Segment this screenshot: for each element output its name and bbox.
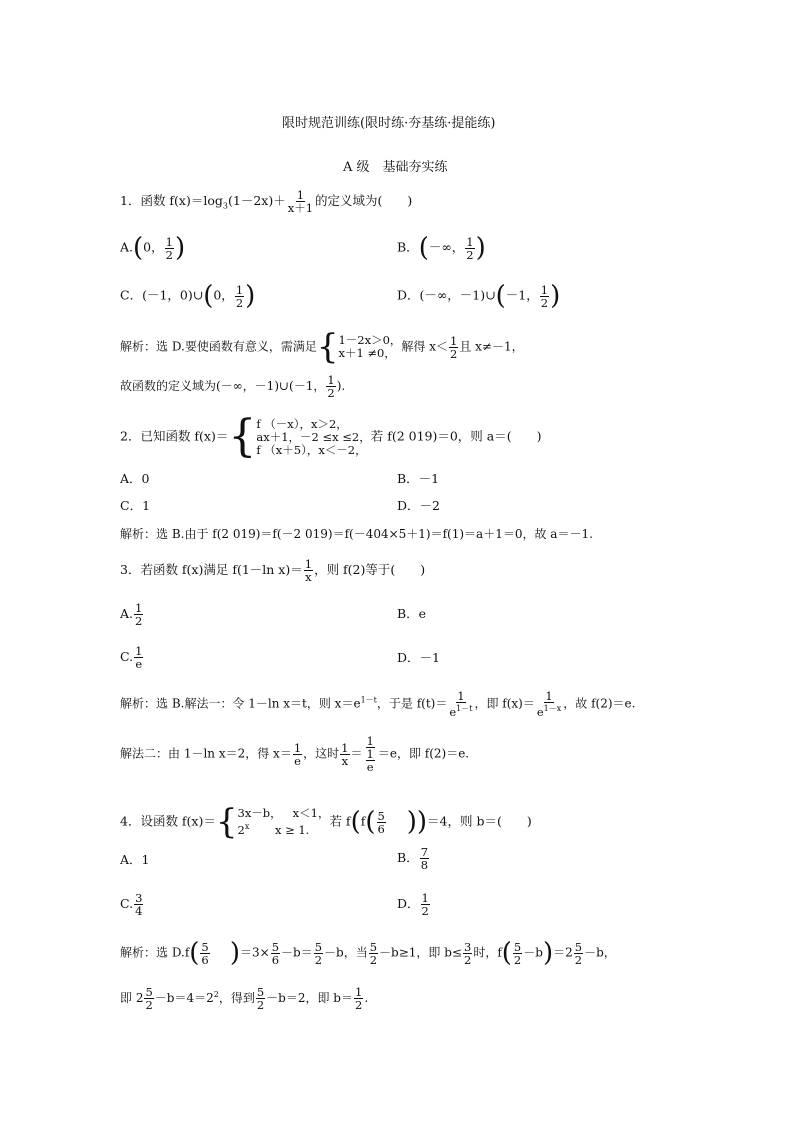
frac-num: 3 [463, 939, 472, 954]
frac-den: 2 [145, 998, 153, 1012]
q4-option-c [120, 892, 144, 917]
paren-right: ) [245, 281, 256, 311]
q4-c-label: C. [120, 896, 134, 911]
q4-sol2-text-2: －b＝4＝2 [154, 991, 214, 1005]
paren-left: ( [133, 233, 144, 263]
q4-sol-text-4: －b，当 [324, 945, 368, 960]
q4-sol-text: 解析：选 D.f [120, 945, 190, 960]
q1-fraction [287, 189, 314, 214]
q3-c-label: C. [120, 649, 134, 664]
q4-sol-text-2: ＝3× [239, 945, 270, 960]
frac-den: e [135, 657, 143, 671]
frac-num: 1 [135, 601, 143, 615]
q1-solution-line-1 [120, 327, 524, 367]
q1-a-frac [165, 236, 174, 261]
frac-den: 2 [355, 998, 363, 1012]
q1-d-frac [540, 284, 549, 309]
q1-c-label: C．(－1，0)∪ [120, 287, 204, 303]
q3-solution-line-2 [120, 735, 469, 773]
case-expr: 3x－b， [237, 806, 282, 821]
f: f [360, 813, 366, 829]
left-brace: { [316, 327, 339, 367]
paren-left: ( [418, 233, 429, 263]
q4-sol-text-7: －b [523, 945, 543, 960]
q1-solution-text-4: 故函数的定义域为(－∞，－1)∪(－1， [120, 379, 326, 393]
q3-sol-text-4: ，故 f(2)＝e. [563, 696, 636, 711]
q1-c-text: 0， [213, 287, 234, 303]
q3-option-a [120, 602, 144, 627]
q3-option-b: B．e [397, 606, 427, 621]
paren-left: ( [501, 938, 512, 968]
q1-sol-frac [449, 335, 458, 360]
q4-option-a: A．1 [120, 852, 150, 867]
paren-right: ) [174, 233, 186, 263]
q3-c-frac [134, 645, 143, 670]
left-brace: { [215, 802, 238, 842]
q1-a-label: A. [120, 239, 134, 255]
q4-sol2-text-3: ，得到 [218, 991, 255, 1005]
q4-sol-text-6: 时，f [473, 945, 502, 960]
q4-sol-text-3: －b＝ [281, 945, 313, 960]
paren-right: ) [475, 233, 486, 263]
q4-b-label: B． [397, 850, 419, 865]
q4-sol-text-5: －b≥1，即 b≤ [379, 945, 462, 960]
paren-left: ( [189, 938, 200, 968]
frac-den [364, 748, 377, 773]
case-line [238, 820, 330, 837]
q2-stem-text-2: 若 f(2 019)＝0，则 a＝( ) [370, 428, 542, 444]
q4-sol2-text: 即 2 [120, 991, 144, 1005]
q3-sol2-frac-2 [340, 742, 349, 767]
q1-solution-text: 解析：选 D.要使函数有意义，需满足 [120, 339, 317, 354]
case-line: ax＋1，－2 ≤x ≤2， [256, 429, 371, 444]
frac-den [448, 703, 473, 718]
q3-option-c [120, 645, 144, 670]
q1-a-text: 0， [143, 239, 164, 255]
frac-num: 5 [377, 808, 385, 823]
q3-sol-text: 解析：选 B.解法一：令 1－ln x＝t，则 x＝e [120, 696, 361, 711]
frac-num: 5 [314, 939, 323, 954]
q1-b-label: B． [397, 239, 419, 255]
q3-sol-frac-1 [448, 690, 473, 718]
frac-num: 1 [450, 333, 458, 348]
frac-num: 5 [574, 939, 583, 954]
q4-c-frac [134, 892, 143, 917]
frac-num: 1 [341, 740, 349, 755]
frac-num: 1 [466, 234, 474, 249]
frac-num: 1 [421, 891, 429, 905]
frac-num: 1 [545, 689, 553, 703]
q1-option-b [397, 235, 486, 261]
frac-num: 1 [304, 557, 313, 571]
frac-num: 1 [235, 282, 244, 297]
frac-num: 1 [135, 644, 143, 658]
exponent: 1－t [360, 695, 377, 705]
frac-num: 1 [327, 373, 335, 387]
q1-solution-text-2: 解得 x＜ [401, 339, 448, 354]
frac [271, 941, 280, 966]
frac [256, 986, 265, 1011]
frac-num: 1 [457, 689, 465, 703]
q3-solution-line-1 [120, 690, 635, 718]
q3-sol2-text: 解法二：由 1－ln x＝2，得 x＝ [120, 746, 292, 761]
paren-left: ( [350, 807, 361, 837]
paren-right: ) [550, 281, 561, 311]
question-1-stem [120, 189, 412, 215]
paren-right: ) [229, 938, 240, 968]
q1-sol-frac-2 [326, 374, 335, 399]
frac-num: 7 [420, 845, 429, 859]
q1-frac-num: 1 [296, 188, 305, 202]
frac-num: 1 [355, 985, 363, 999]
exponent: 2 [213, 990, 219, 999]
frac-den: 2 [256, 998, 265, 1012]
frac-den: e [294, 753, 301, 768]
frac-num: 5 [201, 939, 209, 954]
case-expr: 2 [237, 822, 245, 837]
q1-d-label: D．(－∞，－1)∪ [397, 287, 496, 303]
q4-stem-text: 4．设函数 f(x)＝ [120, 813, 216, 829]
frac-den: 2 [135, 614, 143, 628]
frac-den: 2 [369, 952, 378, 967]
q3-stem-text: 3．若函数 f(x)满足 f(1－ln x)＝ [120, 562, 303, 577]
q3-sol-frac-2 [536, 690, 562, 718]
q3-sol2-text-3: ＝e，即 f(2)＝e. [377, 746, 470, 761]
frac-den: 2 [450, 346, 458, 361]
frac [354, 986, 363, 1011]
q1-stem-text-3: 的定义域为( ) [315, 193, 413, 208]
frac-num: 1 [366, 747, 374, 761]
frac-den: 2 [327, 386, 335, 400]
q4-sol2-text-4: －b＝2，即 b＝ [266, 991, 353, 1005]
q3-sol-text-3: ，即 f(x)＝ [474, 696, 535, 711]
q1-stem-text: 1．函数 f(x)＝log [120, 193, 223, 208]
base-e: e [449, 704, 457, 719]
q4-sol-text-9: －b， [584, 945, 616, 960]
q1-option-a [120, 235, 185, 261]
q1-solution-line-2 [120, 374, 345, 399]
q4-option-b [397, 846, 430, 871]
q2-solution: 解析：选 B.由于 f(2 019)＝f(－2 019)＝f(－404×5＋1)＝f(1)＝a＋1＝0，故 a＝－1. [120, 527, 593, 541]
frac-den [536, 703, 562, 718]
q4-cases [238, 807, 330, 837]
q2-option-c: C．1 [120, 498, 151, 513]
page-title: 限时规范训练(限时练·夯基练·提能练) [282, 116, 496, 131]
q1-solution-text-3: 且 x≠－1， [459, 339, 524, 354]
q1-b-text: －∞， [428, 239, 465, 255]
q1-b-frac [465, 236, 474, 261]
frac [369, 941, 378, 966]
frac-num: 5 [256, 985, 265, 999]
case-cond: x＜1， [292, 806, 330, 821]
q3-sol-text-2: ，于是 f(t)＝ [376, 696, 448, 711]
q4-stem-text-2: 若 f [329, 813, 351, 829]
frac [144, 986, 153, 1011]
left-brace: { [228, 411, 257, 462]
q4-option-d [397, 892, 431, 917]
exponent: 1－t [456, 704, 473, 713]
q1-stem-text-2: (1－2x)＋ [227, 193, 286, 208]
question-3-stem [120, 558, 425, 583]
frac-num: 5 [271, 939, 280, 954]
q3-sol2-frac-1 [293, 742, 302, 767]
frac-num: 5 [513, 939, 522, 954]
frac [463, 941, 472, 966]
q1-log-base: 3 [222, 201, 228, 211]
frac-den: 2 [421, 904, 429, 918]
frac-num: 1 [540, 282, 549, 297]
q3-option-d: D．－1 [397, 650, 440, 665]
q2-option-d: D．－2 [397, 498, 440, 513]
q3-stem-text-2: ，则 f(2)等于( ) [314, 562, 426, 577]
frac-num: 5 [145, 985, 153, 999]
exponent: x [244, 822, 250, 832]
q4-frac [377, 810, 386, 835]
equals: ＝ [350, 746, 363, 761]
exponent: 1－x [543, 704, 562, 713]
frac-den: e [366, 760, 374, 774]
frac-den: 2 [466, 247, 474, 262]
frac-den: 8 [420, 858, 429, 872]
frac-den: 6 [201, 952, 209, 967]
frac [200, 941, 209, 966]
frac-num: 1 [165, 234, 173, 249]
frac-den: 2 [513, 952, 522, 967]
q2-stem-text: 2．已知函数 f(x)＝ [120, 428, 229, 444]
question-2-stem [120, 411, 542, 462]
q3-sol2-text-2: ，这时 [303, 746, 340, 761]
q4-solution-line-1 [120, 940, 616, 966]
q2-cases [256, 418, 370, 457]
q3-sol2-frac-3 [364, 735, 377, 773]
q4-b-frac [420, 846, 429, 871]
q2-option-b: B．－1 [397, 471, 440, 486]
case-line: f （－x），x＞2， [256, 416, 348, 431]
q3-a-label: A. [120, 606, 134, 621]
frac-den: x [341, 753, 349, 768]
base-e: e [536, 704, 544, 719]
case-line: x＋1 ≠0， [338, 346, 396, 360]
paren-right: )) [406, 807, 428, 837]
frac-den: 6 [377, 821, 385, 836]
q1-c-frac [235, 284, 244, 309]
q1-option-d [397, 283, 560, 309]
frac-num: 1 [366, 734, 374, 748]
section-heading: A 级 基础夯实练 [343, 160, 448, 175]
q4-stem-text-3: ＝4，则 b＝( ) [427, 813, 532, 829]
frac-den: 4 [135, 904, 143, 918]
q4-sol-text-8: ＝2 [553, 945, 573, 960]
frac-den: 2 [165, 247, 173, 262]
q4-d-label: D． [397, 896, 420, 911]
frac-den: x [305, 570, 312, 584]
q1-option-c [120, 283, 255, 309]
question-4-stem [120, 802, 532, 842]
frac-den: 2 [574, 952, 583, 967]
q3-a-frac [134, 602, 143, 627]
case-line: f （x＋5），x＜－2， [256, 442, 367, 457]
q1-frac-den: x＋1 [287, 201, 314, 215]
frac [574, 941, 583, 966]
paren-left: ( [495, 281, 506, 311]
q4-sol2-text-5: . [364, 991, 369, 1005]
frac-num: 1 [293, 740, 302, 755]
frac-den: 2 [540, 295, 549, 310]
q2-option-a: A．0 [120, 471, 150, 486]
frac [314, 941, 323, 966]
paren-right: ) [542, 938, 554, 968]
q4-d-frac [421, 892, 430, 917]
frac-den: 2 [314, 952, 323, 967]
frac-den: 2 [463, 952, 472, 967]
frac-num: 5 [369, 939, 378, 954]
paren-left: ( [203, 281, 214, 311]
paren-left: ( [365, 807, 376, 837]
case-line: 1－2x＞0， [338, 333, 402, 347]
inner-frac [366, 748, 375, 773]
frac-den: 2 [235, 295, 244, 310]
q1-d-text: －1， [505, 287, 539, 303]
frac-den: 6 [271, 952, 280, 967]
case-line [238, 807, 330, 820]
q1-cases [338, 334, 401, 360]
frac [513, 941, 522, 966]
q3-frac [304, 558, 313, 583]
q4-solution-line-2 [120, 986, 368, 1011]
q1-solution-text-5: ). [336, 379, 346, 393]
case-cond: x ≥ 1. [274, 822, 310, 837]
frac-num: 3 [135, 891, 143, 905]
